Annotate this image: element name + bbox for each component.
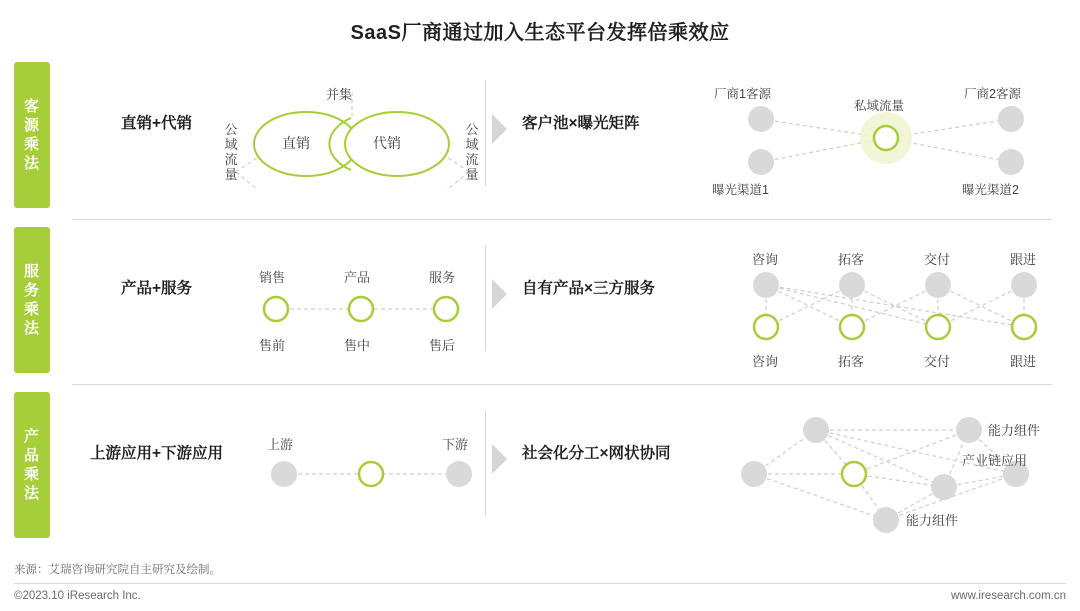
row-1-bipartite-diagram bbox=[14, 227, 1066, 382]
category-tab-product-label: 产品乘法 bbox=[23, 428, 40, 502]
row-1-right-bottom-label-2: 交付 bbox=[924, 354, 951, 369]
row-0-venn-top-label: 并集 bbox=[326, 87, 353, 102]
row-2-node-label-0: 能力组件 bbox=[988, 423, 1041, 438]
row-0-node-label-2: 厂商2客源 bbox=[964, 87, 1021, 101]
row-1-top-label-2: 服务 bbox=[429, 270, 456, 285]
row-2-top-label-0: 上游 bbox=[267, 437, 294, 452]
row-0-venn-circle-0-label: 直销 bbox=[282, 135, 310, 151]
row-1-right-bottom-label-3: 跟进 bbox=[1010, 354, 1037, 369]
row-divider-1 bbox=[72, 384, 1052, 385]
section-product-multiplication bbox=[14, 392, 1066, 547]
section-service-multiplication bbox=[14, 227, 1066, 382]
row-1-right-bottom-label-1: 拓客 bbox=[838, 354, 865, 369]
row-0-node-label-0: 厂商1客源 bbox=[714, 87, 771, 101]
category-tab-customer-label: 客源乘法 bbox=[23, 98, 40, 172]
row-1-top-label-0: 销售 bbox=[259, 270, 286, 285]
row-0-node-label-1: 私域流量 bbox=[854, 99, 905, 113]
row-0-node-label-3: 曝光渠道1 bbox=[712, 183, 769, 197]
row-2-right-label: 社会化分工×网状协同 bbox=[522, 445, 671, 462]
row-0-network-diagram bbox=[14, 62, 1066, 217]
row-0-venn-circle-1-label: 代销 bbox=[373, 135, 401, 151]
row-1-right-top-label-3: 跟进 bbox=[1010, 252, 1037, 267]
row-1-vertical-separator bbox=[485, 245, 486, 351]
row-1-left-label: 产品+服务 bbox=[120, 280, 193, 297]
row-2-node-label-1: 产业链应用 bbox=[962, 453, 1028, 468]
row-0-node-label-4: 曝光渠道2 bbox=[962, 183, 1019, 197]
row-1-right-top-label-1: 拓客 bbox=[838, 252, 865, 267]
row-1-right-label: 自有产品×三方服务 bbox=[522, 280, 656, 297]
row-0-vertical-separator bbox=[485, 80, 486, 186]
row-1-bottom-label-2: 售后 bbox=[429, 338, 456, 353]
page-title: SaaS厂商通过加入生态平台发挥倍乘效应 bbox=[350, 22, 730, 44]
row-0-venn-right-label: 公域流量 bbox=[465, 122, 479, 182]
row-divider-0 bbox=[72, 219, 1052, 220]
row-2-vertical-separator bbox=[485, 410, 486, 516]
source-note: 来源：艾瑞咨询研究院自主研究及绘制。 bbox=[14, 564, 221, 576]
row-2-left-label: 上游应用+下游应用 bbox=[89, 445, 224, 462]
row-2-top-label-1: 下游 bbox=[442, 437, 469, 452]
website-text: www.iresearch.com.cn bbox=[950, 590, 1066, 602]
row-0-right-label: 客户池×曝光矩阵 bbox=[522, 115, 640, 132]
row-0-venn-left-label: 公域流量 bbox=[224, 122, 238, 182]
row-1-right-top-label-0: 咨询 bbox=[752, 252, 779, 267]
row-0-left-label: 直销+代销 bbox=[120, 115, 193, 132]
copyright-text: ©2023.10 iResearch Inc. bbox=[14, 590, 141, 602]
footer-divider bbox=[14, 583, 1066, 584]
row-1-bottom-label-1: 售中 bbox=[344, 338, 371, 353]
row-1-right-top-label-2: 交付 bbox=[924, 252, 951, 267]
row-1-bottom-label-0: 售前 bbox=[259, 338, 286, 353]
category-tab-service-label: 服务乘法 bbox=[23, 263, 40, 337]
section-customer-multiplication bbox=[14, 62, 1066, 217]
row-2-node-label-2: 能力组件 bbox=[906, 513, 959, 528]
row-1-top-label-1: 产品 bbox=[344, 270, 371, 285]
row-1-right-bottom-label-0: 咨询 bbox=[752, 354, 779, 369]
